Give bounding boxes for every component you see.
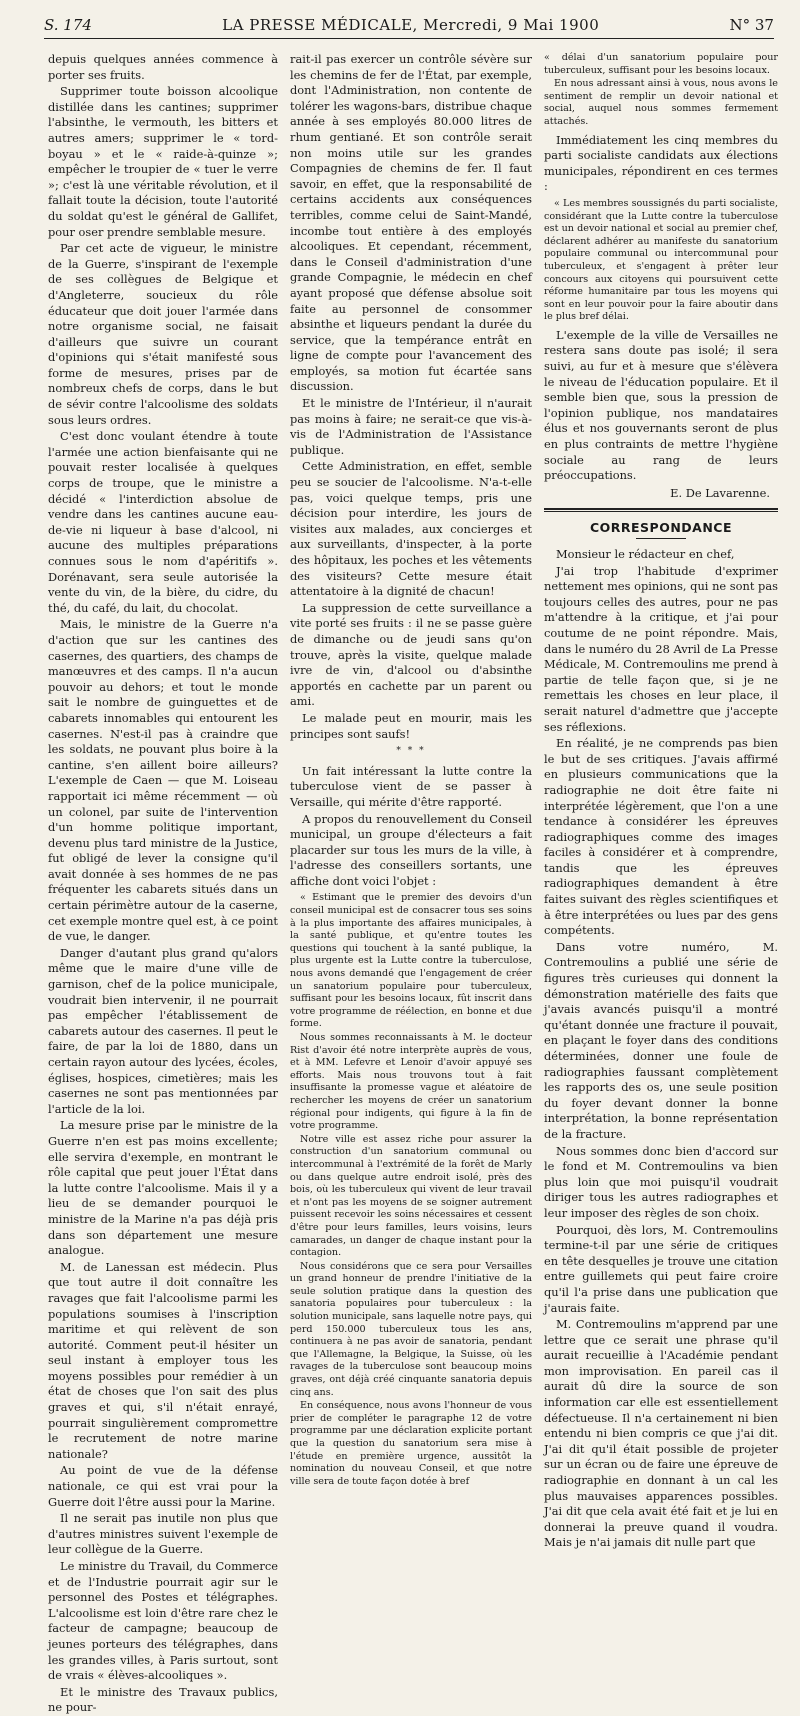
- paragraph: Cette Administration, en effet, semble peu se soucier de l'alcoolisme. N'a-t-elle pas, voici quelque temps, pris une décision pour interdire, les jours de visites aux malades, aux concierges et aux surveillants, d'inspecter, à la porte des hôpitaux, les poches et les vêtements des visiteurs? Cette mesure était attentatoire à la dignité de chacun!: [290, 459, 532, 599]
- letter-salutation: Monsieur le rédacteur en chef,: [556, 547, 735, 561]
- author-signature: E. De Lavarenne.: [670, 485, 770, 500]
- paragraph: Un fait intéressant la lutte contre la tuberculose vient de se passer à Versaille, qui mérite d'être rapporté.: [290, 763, 532, 809]
- issue-number: N° 37: [729, 16, 774, 34]
- paragraph: Au point de vue de la défense nationale, ce qui est vrai pour la Guerre doit l'être aussi pour la Marine.: [48, 1463, 278, 1509]
- quote-paragraph: Notre ville est assez riche pour assurer la construction d'un sanatorium communal ou intercommunal à l'extrémité de la forêt de Marly ou dans quelque autre endroit isolé, près des bois, où les tuberculeux qui vivent de leur travail et n'ont pas les moyens de se soigner autrement puissent recevoir les soins nécessaires et cessent d'être pour leurs familles, leurs voisins, leurs camarades, un danger de chaque instant pour la contagion.: [290, 1133, 532, 1259]
- letter-paragraph: M. Contremoulins m'apprend par une lettre que ce serait une phrase qu'il aurait recueillie à l'Académie pendant mon improvisation. En pareil cas il aurait dû dire la source de son information car elle est essentiellement défectueuse. Il n'a certainement ni bien entendu ni bien compris ce que j'ai dit. J'ai dit qu'il était possible de projeter sur un écran ou de faire une épreuve de radiographie en donnant à un cal les plus mauvaises apparences possibles. J'ai dit que cela avait été fait et je lui en donnerai la preuve quand il voudra. Mais je n'ai jamais dit nulle part que: [544, 1317, 778, 1550]
- paragraph: La mesure prise par le ministre de la Guerre n'en est pas moins excellente; elle servira d'exemple, en montrant le rôle capital que peut jouer l'État dans la lutte contre l'alcoolisme. Mais il y a lieu de se demander pourquoi le ministre de la Marine n'a pas déjà pris dans son département une mesure analogue.: [48, 1118, 278, 1258]
- quote-paragraph: Nous considérons que ce sera pour Versailles un grand honneur de prendre l'initiative de la seule solution pratique dans la question des sanatoria populaires pour tuberculeux : la solution municipale, sans laquelle notre pays, qui perd 150.000 tuberculeux tous les ans, continuera à ne pas avoir de sanatoria, pendant que l'Allemagne, la Belgique, la Suisse, où les ravages de la tuberculose sont beaucoup moins graves, ont déjà créé cinquante sanatoria depuis cinq ans.: [290, 1260, 532, 1398]
- column-right: [544, 52, 779, 1550]
- paragraph: Danger d'autant plus grand qu'alors même que le maire d'une ville de garnison, chef de la police municipale, voudrait bien intervenir, il ne pourrait pas empêcher l'établissement de cabarets autour des casernes. Il peut le faire, de par la loi de 1880, dans un certain rayon autour des lycées, écoles, églises, hospices, cimetières; mais les casernes ne sont pas mentionnées par l'article de la loi.: [48, 945, 278, 1116]
- letter-paragraph: J'ai trop l'habitude d'exprimer nettement mes opinions, qui ne sont pas toujours celles des autres, pour ne pas m'attendre à la critique, et j'ai pour coutume de ne point répondre. Mais, dans le numéro du 28 Avril de La Presse Médicale, M. Contremoulins me prend à partie de telle façon que, si je ne remettais les choses en leur place, il serait naturel d'admettre que j'accepte ses réflexions.: [544, 563, 778, 734]
- quote-paragraph: En conséquence, nous avons l'honneur de vous prier de compléter le paragraphe 12 de votre programme par une déclaration explicite portant que la question du sanatorium sera mise à l'étude en première urgence, aussitôt la nomination du nouveau Conseil, et que notre ville sera de toute façon dotée à bref: [290, 1400, 532, 1487]
- letter-paragraph: Dans votre numéro, M. Contremoulins a publié une série de figures très curieuses qui donnent la démonstration matérielle des faits que j'avais avancés puisqu'il a montré qu'étant donnée une fracture il pouvait, en plaçant le foyer dans des conditions déterminées, donner une foule de radiographies faussant complètement les rapports des os, une seule position du foyer devant donner la bonne interprétation, la bonne représentation de la fracture.: [544, 939, 778, 1141]
- paragraph: A propos du renouvellement du Conseil municipal, un groupe d'électeurs a fait placarder sur tous les murs de la ville, à l'adresse des conseillers sortants, une affiche dont voici l'objet :: [290, 811, 532, 888]
- paragraph: Par cet acte de vigueur, le ministre de la Guerre, s'inspirant de l'exemple de ses collègues de Belgique et d'Angleterre, soucieux du rôle éducateur que doit jouer l'armée dans notre organisme social, ne faisait d'ailleurs que suivre un courant d'opinions qui s'était manifesté sous forme de mesures, prises par de nombreux chefs de corps, dans le but de sévir contre l'alcoolisme des soldats sous leurs ordres.: [48, 241, 278, 427]
- paragraph: Et le ministre de l'Intérieur, il n'aurait pas moins à faire; ne serait-ce que vis-à-vis de l'Administration de l'Assistance publique.: [290, 396, 532, 457]
- page-header: [44, 12, 774, 39]
- title-underline: [636, 538, 686, 539]
- paragraph: Et le ministre des Travaux publics, ne pour-: [48, 1684, 278, 1715]
- column-middle: [290, 52, 532, 1487]
- paragraph: C'est donc voulant étendre à toute l'armée une action bienfaisante qui ne pouvait rester localisée à quelques corps de troupe, que le ministre a décidé « l'interdiction absolue de vendre dans les cantines aucune eau-de-vie ni liqueur à base d'alcool, ni aucune des multiples préparations connues sous le nom d'apéritifs ». Dorénavant, sera seule autorisée la vente du vin, de la bière, du cidre, du thé, du café, du lait, du chocolat.: [48, 429, 278, 615]
- section-rule: [544, 508, 778, 510]
- socialist-declaration: [544, 198, 778, 324]
- paragraph: Mais, le ministre de la Guerre n'a d'action que sur les cantines des casernes, des quartiers, des champs de manœuvres et des camps. Il n'a aucun pouvoir au dehors; et tout le monde sait le nombre de guinguettes et de cabarets innomables qui entourent les casernes. N'est-il pas à craindre que les soldats, ne pouvant plus boire à la cantine, s'en aillent boire ailleurs? L'exemple de Caen — que M. Loiseau rapportait ici même récemment — où un colonel, par suite de l'intervention d'un homme politique important, devenu plus tard ministre de la Justice, fut obligé de lever la consigne qu'il avait donnée à ses hommes de ne pas fréquenter les cabarets situés dans un certain périmètre autour de la caserne, cet exemple montre quel est, à ce point de vue, le danger.: [48, 617, 278, 944]
- section-rule-thin: [544, 511, 778, 512]
- letter-paragraph: Nous sommes donc bien d'accord sur le fond et M. Contremoulins va bien plus loin que moi puisqu'il voudrait diriger tous les autres radiographes et leur imposer des règles de son choix.: [544, 1143, 778, 1220]
- quote-paragraph: « délai d'un sanatorium populaire pour tuberculeux, suffisant pour les besoins locaux.: [544, 52, 778, 77]
- section-separator: * * *: [396, 746, 426, 757]
- column-left: [48, 52, 278, 1715]
- letter-paragraph: Pourquoi, dès lors, M. Contremoulins termine-t-il par une série de critiques en tête desquelles je trouve une citation entre guillemets qui peut faire croire qu'il l'a prise dans une publication que j'aurais faite.: [544, 1222, 778, 1315]
- quote-paragraph: « Les membres soussignés du parti socialiste, considérant que la Lutte contre la tuberculose est un devoir national et social au premier chef, déclarent adhérer au manifeste du sanatorium populaire communal ou intercommunal pour tuberculeux, et s'engagent à prêter leur concours aux citoyens qui poursuivent cette réforme humanitaire par tous les moyens qui sont en leur pouvoir pour la faire aboutir dans le plus bref délai.: [544, 198, 778, 324]
- quote-paragraph: En nous adressant ainsi à vous, nous avons le sentiment de remplir un devoir national et social, auquel nous sommes fermement attachés.: [544, 78, 778, 127]
- poster-quote-continued: [544, 52, 778, 129]
- letter-paragraph: En réalité, je ne comprends pas bien le but de ses critiques. J'avais affirmé en plusieurs communications que la radiographie ne doit être faite ni interprétée légèrement, que l'on a une tendance à considérer les épreuves radiographiques comme des images faciles à considérer et à comprendre, tandis que les épreuves radiographiques demandent à être faites suivant des règles scientifiques et à être interprétées ou lues par des gens compétents.: [544, 736, 778, 938]
- paragraph: Le ministre du Travail, du Commerce et de l'Industrie pourrait agir sur le personnel des Postes et télégraphes. L'alcoolisme est loin d'être rare chez le facteur de campagne; beaucoup de jeunes porteurs des télégraphes, dans les grandes villes, à Paris surtout, sont de vrais « élèves-alcooliques ».: [48, 1559, 278, 1683]
- paragraph: M. de Lanessan est médecin. Plus que tout autre il doit connaître les ravages que fait l'alcoolisme parmi les populations soumises à l'inscription maritime et qui relèvent de son autorité. Comment peut-il hésiter un seul instant à employer tous les moyens possibles pour remédier à un état de choses que l'on sait des plus graves et qui, s'il n'était enrayé, pourrait singulièrement compromettre le recrutement de notre marine nationale?: [48, 1259, 278, 1461]
- page-number: S. 174: [44, 16, 92, 34]
- section-title: CORRESPONDANCE: [589, 520, 733, 536]
- paragraph: Supprimer toute boisson alcoolique distillée dans les cantines; supprimer l'absinthe, le vermouth, les bitters et autres amers; supprimer le « tord-boyau » et le « raide-à-quinze »; empêcher le troupier de « tuer le verre »; c'est là une véritable révolution, et il fallait toute la décision, toute l'autorité du soldat qu'est le général de Gallifet, pour oser prendre semblable mesure.: [48, 84, 278, 239]
- quote-paragraph: « Estimant que le premier des devoirs d'un conseil municipal est de consacrer tous ses soins à la plus importante des affaires municipales, à la santé publique, et qu'entre toutes les questions qui touchent à la santé publique, la plus urgente est la Lutte contre la tuberculose, nous avons demandé que l'engagement de créer un sanatorium populaire pour tuberculeux, suffisant pour les besoins locaux, fût inscrit dans votre programme de réélection, en bonne et due forme.: [290, 892, 532, 1031]
- paragraph: Le malade peut en mourir, mais les principes sont saufs!: [290, 710, 532, 741]
- paragraph: rait-il pas exercer un contrôle sévère sur les chemins de fer de l'État, par exemple, dont l'Administration, non contente de tolérer les wagons-bars, distribue chaque année à ses employés 80.000 litres de rhum gentiané. Et son contrôle serait non moins utile sur les grandes Compagnies de chemins de fer. Il faut savoir, en effet, que la responsabilité de certains accidents aux conséquences terribles, comme celui de Saint-Mandé, incombe tout entière à des employés alcooliques. Et cependant, récemment, dans le Conseil d'administration d'une grande Compagnie, le médecin en chef ayant proposé que défense absolue soit faite au personnel de consommer absinthe et liqueurs pendant la durée du service, que la tempérance entrât en ligne de compte pour l'avancement des employés, sa motion fut écartée sans discussion.: [290, 52, 532, 394]
- quote-paragraph: Nous sommes reconnaissants à M. le docteur Rist d'avoir été notre interprète auprès de vous, et à MM. Lefevre et Lenoir d'avoir appuyé ses efforts. Mais nous trouvons tout à fait insuffisante la promesse vague et aléatoire de rechercher les moyens de créer un sanatorium régional pour indigents, qui figure à la fin de votre programme.: [290, 1032, 532, 1132]
- paragraph: depuis quelques années commence à porter ses fruits.: [48, 52, 278, 82]
- paragraph: La suppression de cette surveillance a vite porté ses fruits : il ne se passe guère de dimanche ou de jeudi sans qu'on trouve, après la visite, quelque malade ivre de vin, d'alcool ou d'absinthe apportés en cachette par un parent ou ami.: [290, 600, 532, 709]
- journal-title: LA PRESSE MÉDICALE, Mercredi, 9 Mai 1900: [222, 16, 600, 34]
- paragraph: Il ne serait pas inutile non plus que d'autres ministres suivent l'exemple de leur collègue de la Guerre.: [48, 1511, 278, 1557]
- paragraph: Immédiatement les cinq membres du parti socialiste candidats aux élections municipales, répondirent en ces termes :: [544, 132, 778, 194]
- paragraph: L'exemple de la ville de Versailles ne restera sans doute pas isolé; il sera suivi, au fur et à mesure que s'élèvera le niveau de l'éducation populaire. Et il semble bien que, sous la pression de l'opinion publique, nos mandataires élus et nos gouvernants seront de plus en plus contraints de mettre l'hygiène sociale au rang de leurs préoccupations.: [544, 327, 778, 483]
- poster-quote: [290, 892, 532, 1488]
